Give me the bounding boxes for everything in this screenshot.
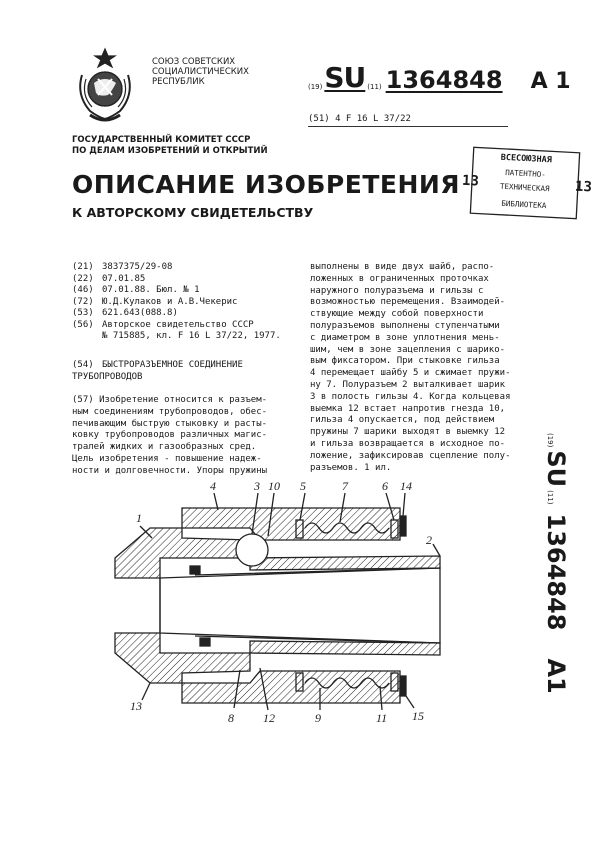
stamp-right-number: 13 [574,178,593,196]
ipc-classification: (51) 4 F 16 L 37/22 [308,114,411,124]
invention-title [72,360,243,383]
label-7: 7 [342,479,348,493]
abstract-line: ложение, зафиксировав сцепление полу- [310,450,511,461]
library-stamp [461,145,593,221]
side-publication-label [542,430,592,730]
invention-title-text-2: ТРУБОПРОВОДОВ [72,371,143,382]
abstract-line: 3 в полость гильзы 4. Когда кольцевая [310,391,511,402]
abstract-line: Цель изобретения - повышение надеж- [72,453,262,464]
biblio-text: 621.643(088.8) [102,308,178,318]
label-12: 12 [263,711,275,725]
biblio-text: № 715885, кл. F 16 L 37/22, 1977. [102,331,281,341]
abstract-line: гильза 4 опускается, под действием [310,415,495,426]
committee-line-1: ГОСУДАРСТВЕННЫЙ КОМИТЕТ СССР [72,135,251,145]
label-4: 4 [210,479,216,493]
pub-number: 1364848 [385,66,503,94]
ipc-underline [308,126,508,127]
document-title: ОПИСАНИЕ ИЗОБРЕТЕНИЯ [72,170,461,199]
abstract-line: вым фиксатором. При стыковке гильза [310,356,500,367]
biblio-text: Авторское свидетельство СССР [102,319,254,330]
biblio-code: (21) [72,262,94,272]
biblio-row [72,308,281,320]
biblio-code [72,331,102,343]
invention-title-line-1 [72,360,243,372]
pub-country: SU [324,61,366,94]
stamp-line-4: БИБЛИОТЕКА [501,198,547,211]
side-code-11: (11) [546,490,554,505]
side-code-19: (19) [546,433,554,448]
biblio-code: (72) [72,296,94,307]
abstract-line: печивающим быструю стыковку и расты- [72,418,268,429]
side-number: 1364848 [542,513,570,631]
abstract-line: разъемов. 1 ил. [310,462,392,473]
abstract-line: выемка 12 встает напротив гнезда 10, [310,403,506,414]
label-6: 6 [382,479,388,493]
biblio-row [72,274,281,286]
stamp-line-3: ТЕХНИЧЕСКАЯ [499,181,550,194]
abstract-right-column [310,262,545,474]
publication-number [308,62,571,94]
side-country: SU [542,450,570,488]
pub-kind: A 1 [530,69,571,94]
abstract-line: 4 перемещает шайбу 5 и сжимает пружи- [310,368,511,379]
committee [72,135,268,156]
bibliographic-data [72,262,281,343]
biblio-row [72,320,281,332]
side-label-text [542,430,570,694]
abstract-line: (57) Изобретение относится к разъем- [72,395,268,405]
pub-code-11: (11) [367,83,382,91]
biblio-row [72,297,281,309]
abstract-line: ложенных в ограниченных проточках [310,273,489,284]
biblio-row [72,262,281,274]
label-13: 13 [130,699,142,713]
pub-code-19: (19) [308,83,323,91]
abstract-line: полуразъемов выполнены ступенчатыми [310,320,500,331]
biblio-text: Ю.Д.Кулаков и А.В.Чекерис [102,296,238,307]
label-10: 10 [268,479,280,493]
org-name [152,57,249,87]
abstract-line: ности и долговечности. Упоры пружины [72,465,268,476]
biblio-text: 07.01.85 [102,273,146,284]
invention-title-line-2 [72,372,243,384]
abstract-line: ствующие между собой поверхности [310,309,484,320]
abstract-line: пружины 7 шарики выходят в выемку 12 [310,427,506,438]
label-2: 2 [426,533,432,547]
label-3: 3 [254,479,260,493]
org-line-2: СОЦИАЛИСТИЧЕСКИХ [152,67,249,77]
label-9: 9 [315,711,321,725]
abstract-line: ным соединениям трубопроводов, обес- [72,406,268,417]
label-1: 1 [136,511,142,525]
abstract-line: возможностью перемещения. Взаимодей- [310,297,506,308]
abstract-line: шим, чем в зоне зацепления с шарико- [310,344,506,355]
org-line-1: СОЮЗ СОВЕТСКИХ [152,57,236,67]
biblio-code: (22) [72,273,94,284]
invention-title-code: (54) [72,360,94,370]
abstract-line: с диаметром в зоне уплотнения мень- [310,332,500,343]
abstract-line: ну 7. Полуразъем 2 выталкивает шарик [310,379,506,390]
label-11: 11 [376,711,388,725]
stamp-line-2: ПАТЕНТНО- [504,167,547,180]
state-emblem-icon [68,45,143,125]
org-line-3: РЕСПУБЛИК [152,77,205,87]
label-8: 8 [228,711,234,725]
biblio-row [72,285,281,297]
stamp-left-number: 13 [461,172,480,190]
side-kind: A1 [542,658,570,694]
biblio-text: 3837375/29-08 [102,262,173,272]
biblio-code: (53) [72,308,94,318]
abstract-left-column [72,395,304,478]
coupling-drawing [100,478,460,733]
biblio-code: (56) [72,319,94,330]
committee-line-2: ПО ДЕЛАМ ИЗОБРЕТЕНИЙ И ОТКРЫТИЙ [72,145,268,156]
abstract-line: наружного полуразъема и гильзы с [310,285,484,296]
label-14: 14 [400,479,412,493]
biblio-row [72,331,281,343]
abstract-line: и гильза возвращается в исходное по- [310,438,506,449]
abstract-line: выполнены в виде двух шайб, распо- [310,262,495,272]
label-15: 15 [412,709,424,723]
invention-title-text-1: БЫСТРОРАЗЪЕМНОЕ СОЕДИНЕНИЕ [102,360,243,370]
biblio-text: 07.01.88. Бюл. № 1 [102,285,200,295]
biblio-code: (46) [72,285,94,295]
label-5: 5 [300,479,306,493]
abstract-line: ковку трубопроводов различных магис- [72,430,268,441]
stamp-line-1: ВСЕСОЮЗНАЯ [500,152,553,166]
abstract-line: тралей жидких и газообразных сред. [72,442,257,453]
document-subtitle: К АВТОРСКОМУ СВИДЕТЕЛЬСТВУ [72,205,314,220]
